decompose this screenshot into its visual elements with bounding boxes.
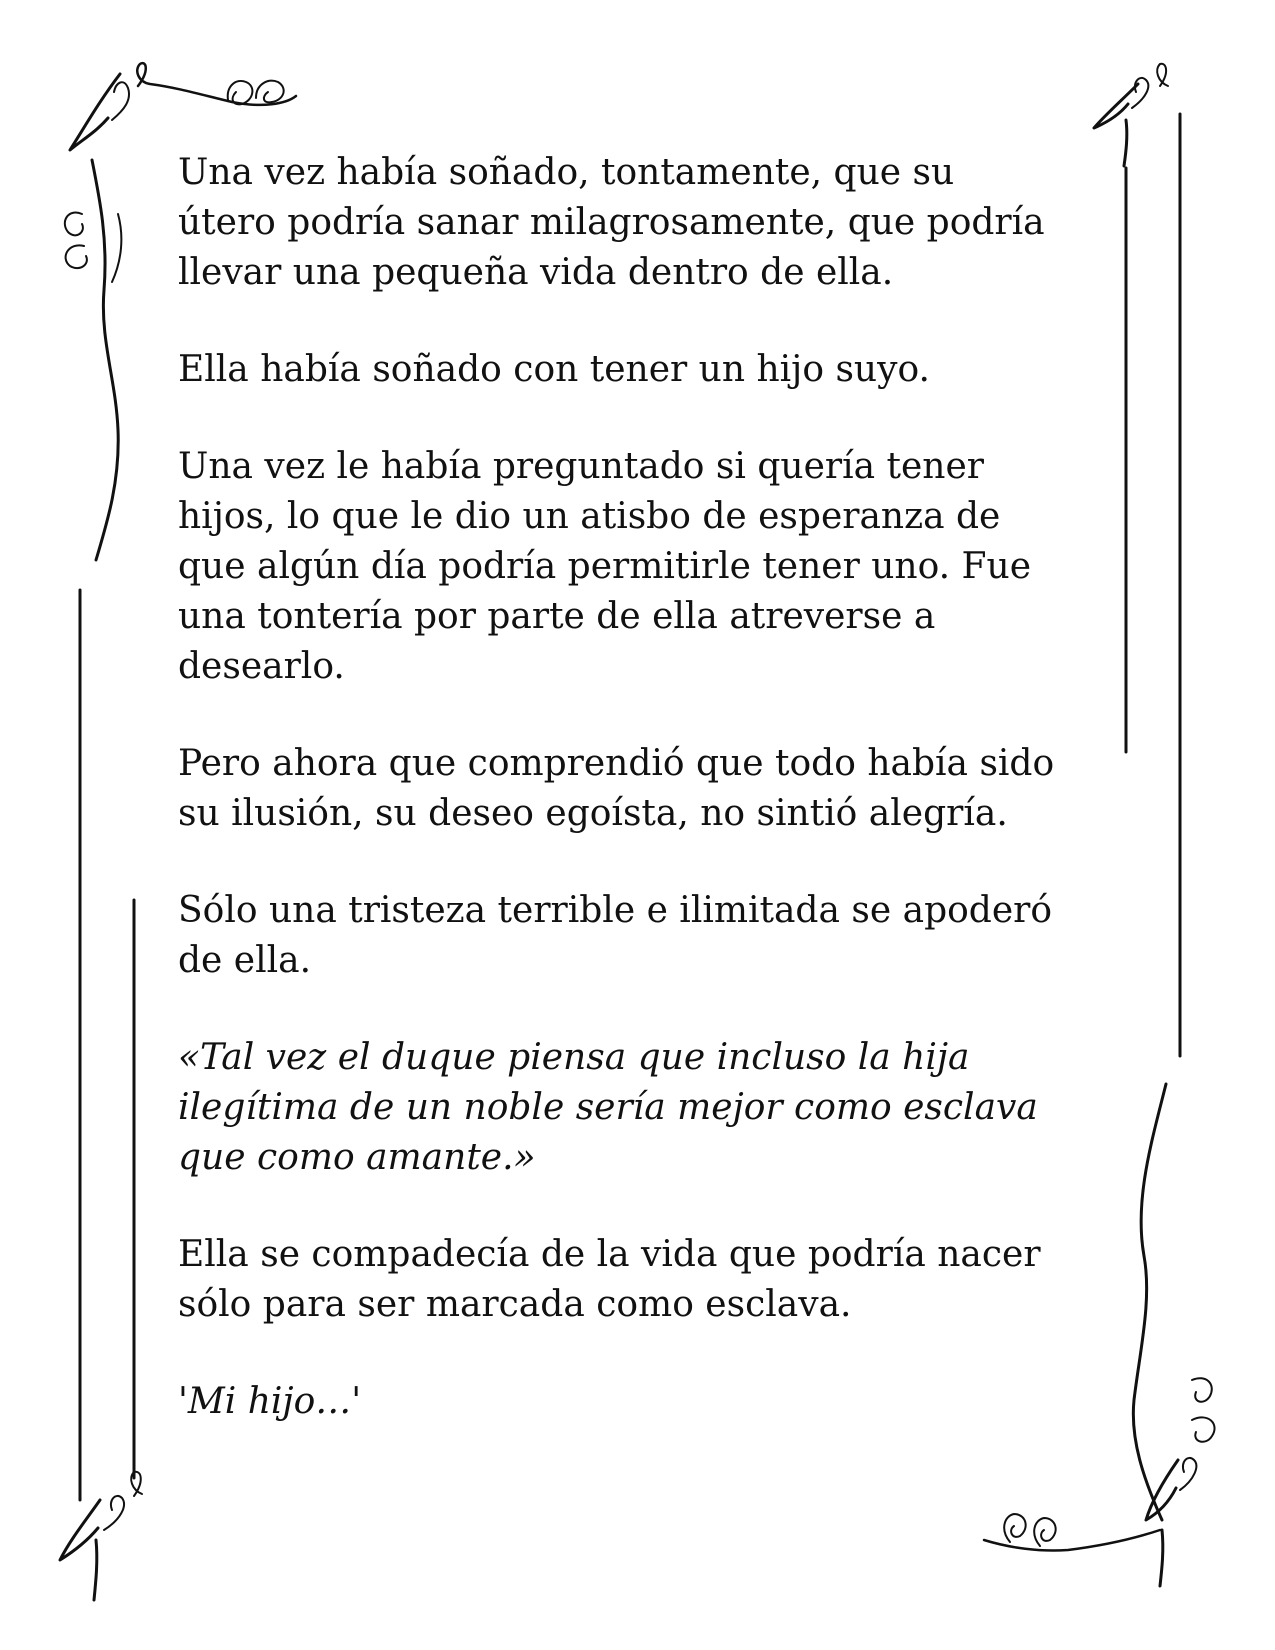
paragraph-3: Una vez le había preguntado si quería tener hijos, lo que le dio un atisbo de esperanza de que algún día podría permitirle tener uno. Fue una tontería por parte de ella atreverse a desearlo. — [178, 446, 1032, 687]
page-text — [178, 148, 1118, 1474]
bottom-left-flourish — [60, 1472, 142, 1600]
paragraph-1: Una vez había soñado, tontamente, que su útero podría sanar milagrosamente, que podría llevar una pequeña vida dentro de ella. — [178, 152, 1045, 293]
paragraph-7: Ella se compadecía de la vida que podría nacer sólo para ser marcada como esclava. — [178, 1234, 1041, 1325]
paragraph-8-thought: 'Mi hijo…' — [178, 1381, 362, 1422]
paragraph-2: Ella había soñado con tener un hijo suyo. — [178, 349, 930, 390]
paragraph-6-thought: «Tal vez el duque piensa que incluso la hija ilegítima de un noble sería mejor como esclava que como amante.» — [178, 1037, 1038, 1178]
paragraph-4: Pero ahora que comprendió que todo había sido su ilusión, su deseo egoísta, no sintió alegría. — [178, 743, 1055, 834]
paragraph-5: Sólo una tristeza terrible e ilimitada se apoderó de ella. — [178, 890, 1053, 981]
